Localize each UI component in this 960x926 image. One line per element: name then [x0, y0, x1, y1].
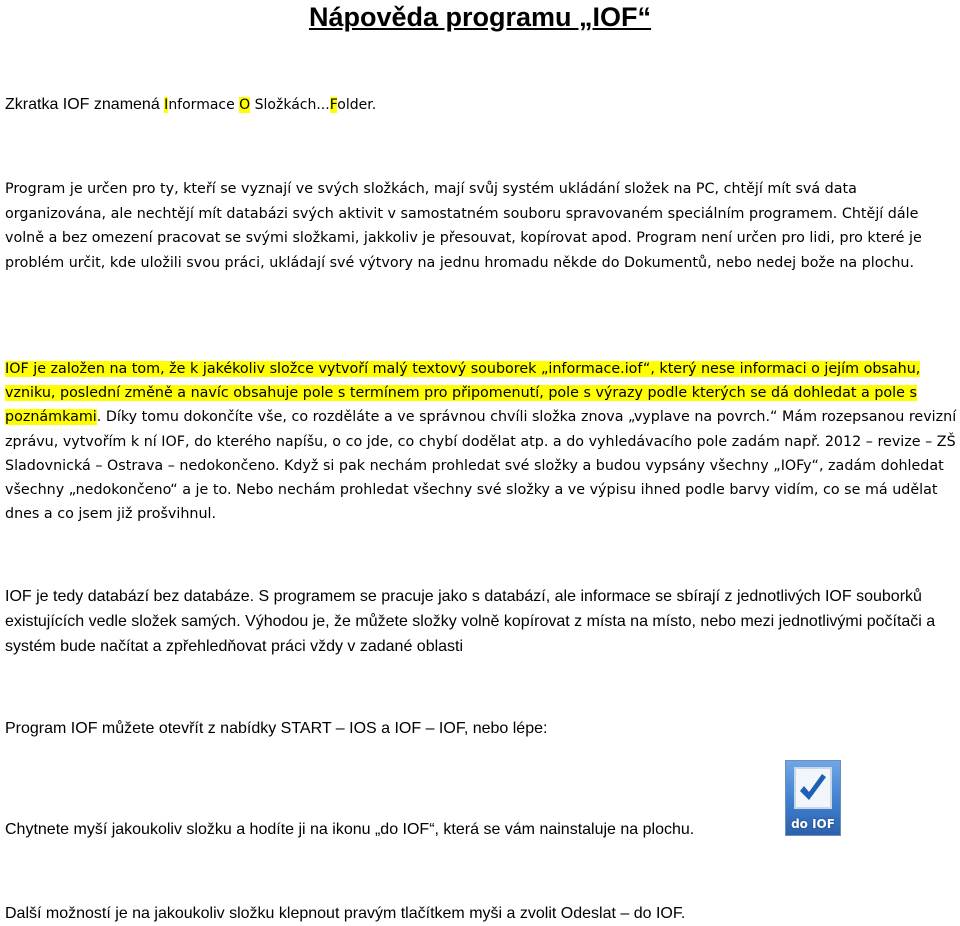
abbreviation-line	[5, 94, 960, 116]
highlighted-sentence: IOF je založen na tom, že k jakékoliv složce vytvoří malý textový souborek „informace.iof“, který nese informaci o jejím obsahu, vzniku, poslední změně a navíc obsahuje pole s termínem pro připomenutí, pole s výrazy podle kterých se dá dohledat a pole s poznámkami	[5, 361, 921, 426]
letter-i: I	[164, 97, 169, 113]
letter-f: F	[329, 97, 338, 113]
checkmark-icon	[796, 769, 830, 807]
do-iof-shortcut-icon[interactable]	[785, 760, 841, 836]
page-title: Nápověda programu „IOF“	[308, 2, 652, 32]
do-iof-label: do IOF	[791, 817, 835, 831]
window-icon	[794, 767, 832, 809]
paragraph-intro: Program je určen pro ty, kteří se vyznají ve svých složkách, mají svůj systém ukládání složek na PC, chtějí mít svá data organizována, ale nechtějí mít databázi svých aktivit v samostatném souboru spravovaném speciálním programem. Chtějí dále volně a bez omezení pracovat se svými složkami, jakkoliv je přesouvat, kopírovat apod. Program není určen pro lidi, pro které je problém určit, kde uložili svou práci, ukládají své výtvory na jednu hromadu někde do Dokumentů, nebo nedej bože na plochu.	[5, 181, 922, 271]
paragraph-rest: . Díky tomu dokončíte vše, co rozděláte a ve správnou chvíli složka znova „vyplave na povrch.“ Mám rozepsanou revizní zprávu, vytvořím k ní IOF, do kterého napíšu, o co jde, co chybí dodělat atp. a do vyhledávacího pole zadám např. 2012 – revize – ZŠ Sladovnická – Ostrava – nedokončeno. Když si pak nechám prohledat své složky a budou vypsány všechny „IOFy“, zadám dohledat všechny „nedokončeno“ a je to. Nebo nechám prohledat všechny své složky a ve výpisu ihned podle barvy vidím, co se má udělat dnes a co jsem již prošvihnul.	[5, 409, 957, 523]
word-slozkach: Složkách...	[250, 97, 330, 113]
paragraph-open-program: Program IOF můžete otevřít z nabídky START – IOS a IOF – IOF, nebo lépe:	[5, 720, 548, 737]
paragraph-drag-folder: Chytnete myší jakoukoliv složku a hodíte ji na ikonu „do IOF“, která se vám nainstaluje na plochu.	[5, 821, 695, 838]
letter-o: O	[239, 97, 251, 113]
word-older: older.	[337, 97, 377, 113]
abbreviation-prefix: Zkratka IOF znamená	[5, 96, 165, 113]
paragraph-how-it-works	[5, 357, 960, 526]
paragraph-send-to: Další možností je na jakoukoliv složku klepnout pravým tlačítkem myši a zvolit Odeslat – do IOF.	[5, 905, 686, 922]
word-nformace: nformace	[168, 97, 240, 113]
paragraph-database: IOF je tedy databází bez databáze. S programem se pracuje jako s databází, ale informace se sbírají z jednotlivých IOF souborků existujících vedle složek samých. Výhodou je, že můžete složky volně kopírovat z místa na místo, nebo mezi jednotlivými počítači a systém bude načítat a zpřehledňovat práci vždy v zadané oblasti	[5, 588, 936, 655]
